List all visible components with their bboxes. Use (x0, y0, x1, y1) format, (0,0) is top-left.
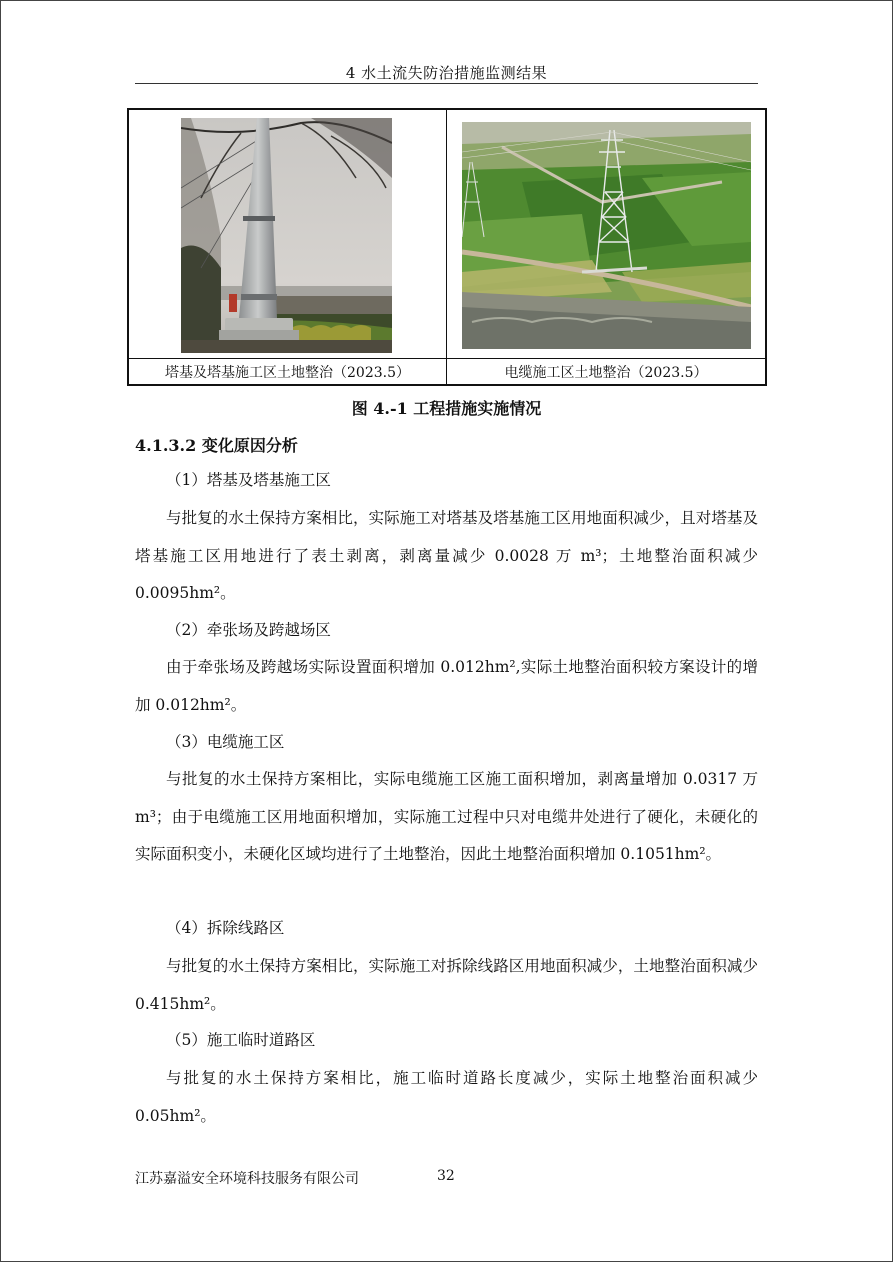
tower-base-photo (181, 118, 392, 353)
paragraph: （4）拆除线路区 (166, 919, 285, 937)
paragraph: （1）塔基及塔基施工区 (166, 471, 331, 489)
paragraph: 与批复的水土保持方案相比，实际施工对拆除线路区用地面积减少，土地整治面积减少 0.415hm²。 (135, 957, 758, 1013)
footer-company: 江苏嘉溢安全环境科技服务有限公司 (135, 1171, 359, 1187)
page-number: 32 (437, 1168, 455, 1184)
cable-area-photo (462, 122, 751, 349)
table-column-divider (446, 110, 447, 384)
paragraph: 由于牵张场及跨越场实际设置面积增加 0.012hm²,实际土地整治面积较方案设计的增加 0.012hm²。 (135, 658, 758, 714)
paragraph: （2）牵张场及跨越场区 (166, 621, 331, 639)
section-heading: 4.1.3.2 变化原因分析 (135, 436, 298, 455)
paragraph: （5）施工临时道路区 (166, 1031, 316, 1049)
paragraph: 与批复的水土保持方案相比，实际施工对塔基及塔基施工区用地面积减少，且对塔基及塔基施工区用地进行了表土剥离，剥离量减少 0.0028 万 m³；土地整治面积减少 0.0095hm²。 (135, 509, 758, 602)
page-header: 4 水土流失防治措施监测结果 (345, 64, 548, 82)
paragraph: （3）电缆施工区 (166, 733, 285, 751)
right-photo-caption: 电缆施工区土地整治（2023.5） (504, 365, 708, 381)
figure-table (127, 108, 767, 386)
paragraph: 与批复的水土保持方案相比，施工临时道路长度减少，实际土地整治面积减少 0.05hm²。 (135, 1069, 758, 1125)
left-photo-caption: 塔基及塔基施工区土地整治（2023.5） (165, 365, 410, 381)
figure-title: 图 4.-1 工程措施实施情况 (351, 399, 542, 418)
paragraph: 与批复的水土保持方案相比，实际电缆施工区施工面积增加，剥离量增加 0.0317 万 m³；由于电缆施工区用地面积增加，实际施工过程中只对电缆井处进行了硬化，未硬化的实际面积变小，未硬化区域均进行了土地整治，因此土地整治面积增加 0.1051hm²。 (135, 770, 758, 863)
table-row-divider (129, 358, 765, 359)
header-rule (135, 83, 758, 84)
